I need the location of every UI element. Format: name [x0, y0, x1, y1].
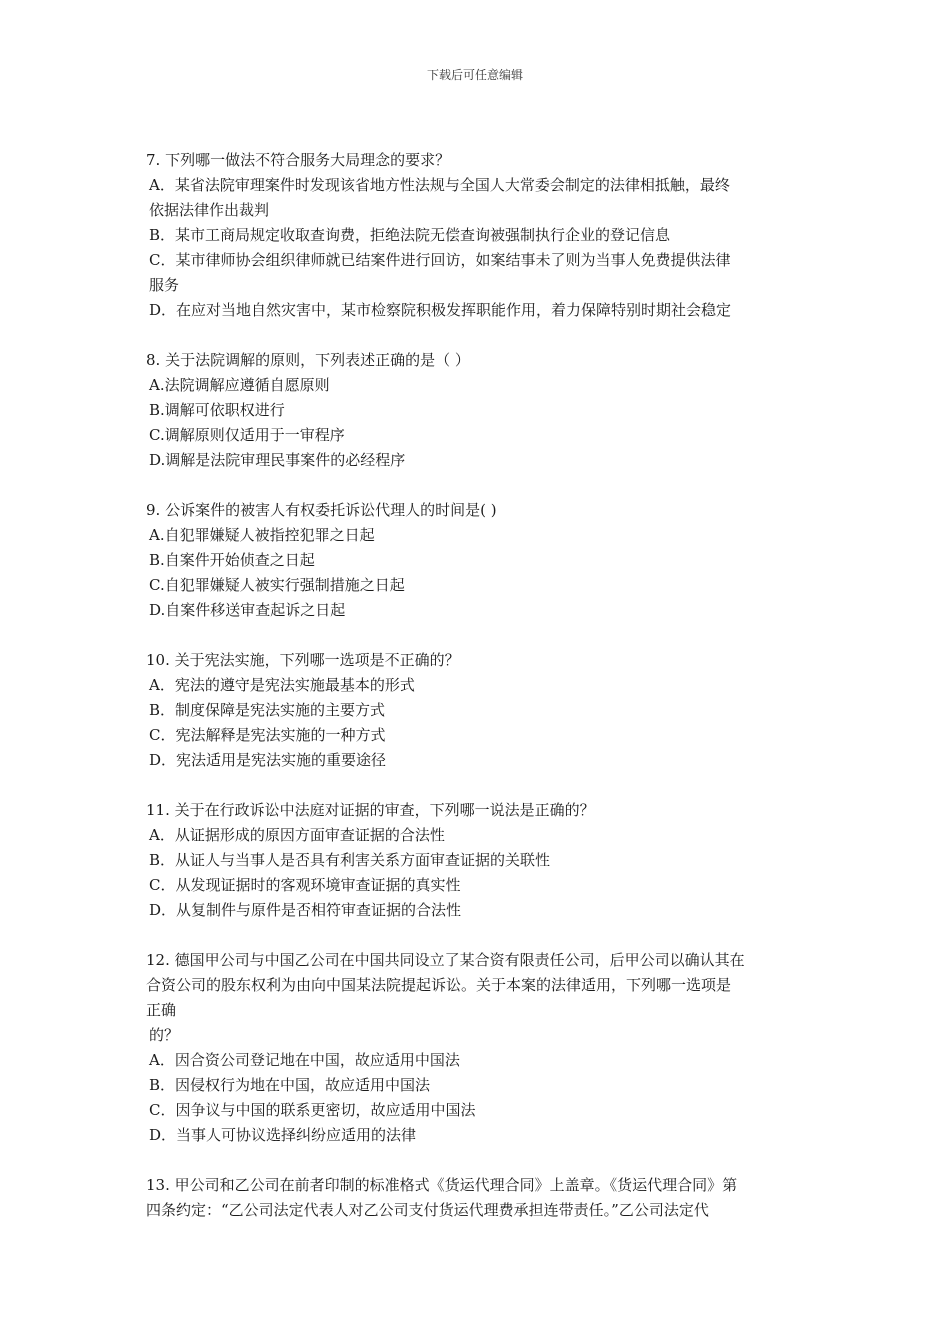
question-stem-line: 11. 关于在行政诉讼中法庭对证据的审查，下列哪一说法是正确的？ [146, 801, 595, 819]
question-13 [146, 1173, 810, 1223]
answer-option: A.法院调解应遵循自愿原则 [149, 376, 330, 394]
answer-option: 依据法律作出裁判 [149, 201, 270, 219]
answer-option: B．从证人与当事人是否具有利害关系方面审查证据的关联性 [149, 851, 551, 869]
question-stem-line: 正确 [146, 1001, 177, 1019]
question-10 [146, 648, 810, 773]
answer-option: 服务 [149, 276, 180, 294]
answer-option: D．宪法适用是宪法实施的重要途径 [149, 751, 387, 769]
answer-option: D．在应对当地自然灾害中，某市检察院积极发挥职能作用，着力保障特别时期社会稳定 [149, 301, 732, 319]
answer-option: C.调解原则仅适用于一审程序 [149, 426, 345, 444]
question-8 [146, 348, 810, 473]
answer-option: C．某市律师协会组织律师就已结案件进行回访，如案结事未了则为当事人免费提供法律 [149, 251, 731, 269]
answer-option: D.自案件移送审查起诉之日起 [149, 601, 346, 619]
question-stem-line: 的？ [149, 1026, 180, 1044]
answer-option: C．因争议与中国的联系更密切，故应适用中国法 [149, 1101, 476, 1119]
answer-option: C．从发现证据时的客观环境审查证据的真实性 [149, 876, 461, 894]
answer-option: C.自犯罪嫌疑人被实行强制措施之日起 [149, 576, 405, 594]
question-stem-line: 合资公司的股东权利为由向中国某法院提起诉讼。关于本案的法律适用，下列哪一选项是 [146, 976, 732, 994]
answer-option: B.调解可依职权进行 [149, 401, 285, 419]
question-12 [146, 948, 810, 1148]
answer-option: B．某市工商局规定收取查询费，拒绝法院无偿查询被强制执行企业的登记信息 [149, 226, 671, 244]
question-7 [146, 148, 810, 323]
answer-option: B.自案件开始侦查之日起 [149, 551, 315, 569]
answer-option: A.自犯罪嫌疑人被指控犯罪之日起 [149, 526, 375, 544]
answer-option: C．宪法解释是宪法实施的一种方式 [149, 726, 386, 744]
answer-option: A．从证据形成的原因方面审查证据的合法性 [149, 826, 445, 844]
question-stem-line: 8. 关于法院调解的原则，下列表述正确的是（ ） [146, 351, 470, 369]
question-11 [146, 798, 810, 923]
answer-option: D．从复制件与原件是否相符审查证据的合法性 [149, 901, 462, 919]
page-header: 下载后可任意编辑 [426, 68, 523, 82]
answer-option: D．当事人可协议选择纠纷应适用的法律 [149, 1126, 417, 1144]
answer-option: A．因合资公司登记地在中国，故应适用中国法 [149, 1051, 460, 1069]
question-stem-line: 四条约定：“乙公司法定代表人对乙公司支付货运代理费承担连带责任。”乙公司法定代 [146, 1201, 709, 1219]
answer-option: A．宪法的遵守是宪法实施最基本的形式 [149, 676, 415, 694]
question-stem-line: 13. 甲公司和乙公司在前者印制的标准格式《货运代理合同》上盖章。《货运代理合同》第 [146, 1176, 738, 1194]
question-stem-line: 10. 关于宪法实施，下列哪一选项是不正确的？ [146, 651, 460, 669]
answer-option: B．因侵权行为地在中国，故应适用中国法 [149, 1076, 431, 1094]
question-stem-line: 7. 下列哪一做法不符合服务大局理念的要求？ [146, 151, 451, 169]
question-stem-line: 12. 德国甲公司与中国乙公司在中国共同设立了某合资有限责任公司，后甲公司以确认其在 [146, 951, 745, 969]
answer-option: B．制度保障是宪法实施的主要方式 [149, 701, 386, 719]
question-stem-line: 9. 公诉案件的被害人有权委托诉讼代理人的时间是( ) [146, 501, 497, 519]
answer-option: D.调解是法院审理民事案件的必经程序 [149, 451, 406, 469]
question-9 [146, 498, 810, 623]
document-body [146, 148, 810, 1223]
answer-option: A．某省法院审理案件时发现该省地方性法规与全国人大常委会制定的法律相抵触，最终 [149, 176, 730, 194]
